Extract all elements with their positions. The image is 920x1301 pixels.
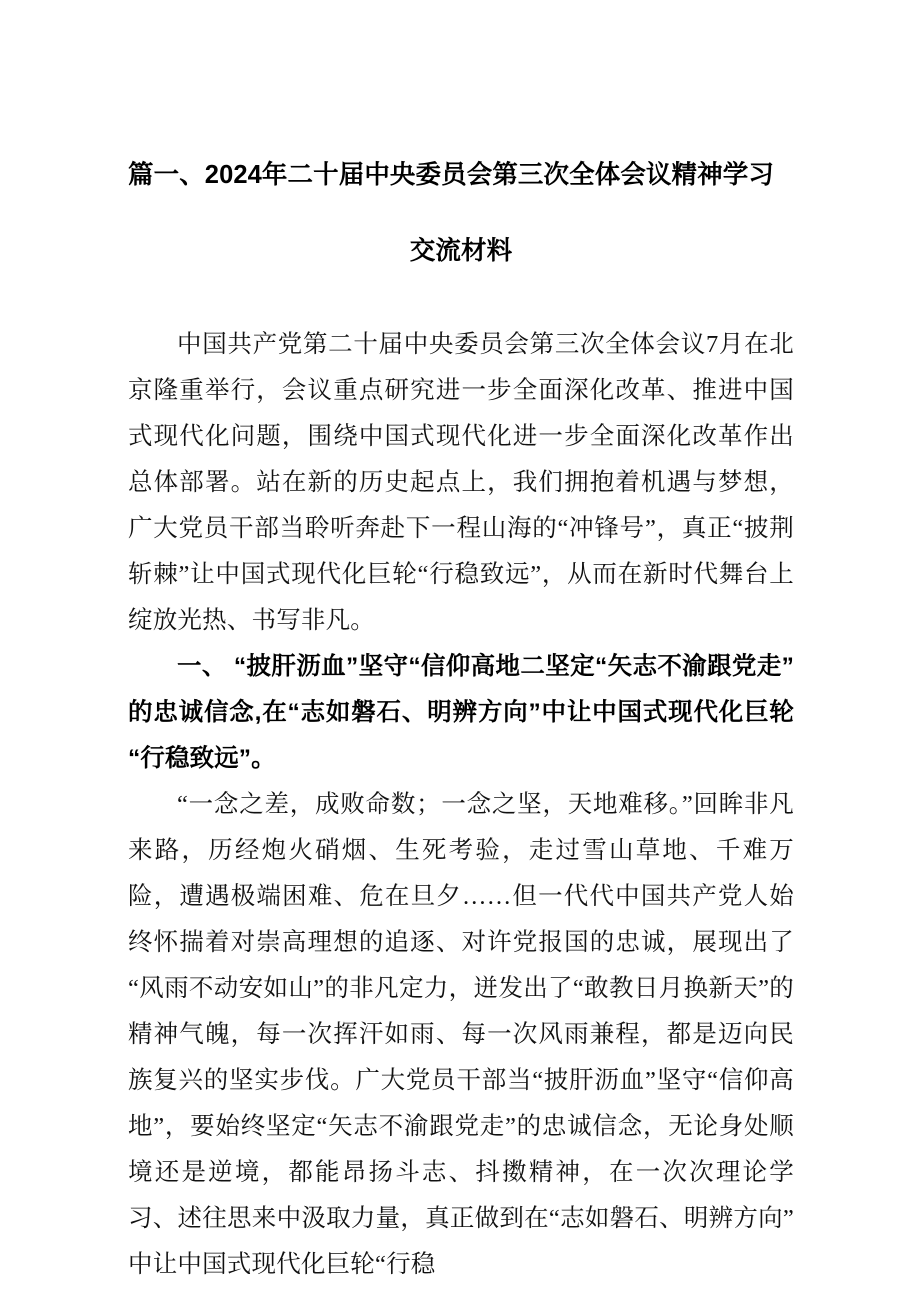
paragraph-section-one-body: “一念之差，成败命数；一念之坚，天地难移。”回眸非凡来路，历经炮火硝烟、生死考验，走过雪山草地、千难万险，遭遇极端困难、危在旦夕……但一代代中国共产党人始终怀揣着对崇高理想的追逐、对许党报国的忠诚，展现出了“风雨不动安如山”的非凡定力，迸发出了“敢教日月换新天”的精神气魄，每一次挥汗如雨、每一次风雨兼程，都是迈向民族复兴的坚实步伐。广大党员干部当“披肝沥血”坚守“信仰高地”，要始终坚定“矢志不渝跟党走”的忠诚信念，无论身处顺境还是逆境，都能昂扬斗志、抖擞精神，在一次次理论学习、述往思来中汲取力量，真正做到在“志如磐石、明辨方向”中让中国式现代化巨轮“行稳 — [128, 791, 794, 1278]
page-title-line-1: 篇一、2024年二十届中央委员会第三次全体会议精神学习 — [128, 161, 774, 189]
document-content-column — [128, 0, 794, 1288]
page-title-line-2: 交流材料 — [409, 237, 513, 265]
section-heading-one: 一、 “披肝沥血”坚守“信仰高地二坚定“矢志不渝跟党走”的忠诚信念,在“志如磐石、明辨方向”中让中国式现代化巨轮“行稳致远”。 — [128, 653, 794, 772]
page-title — [128, 0, 794, 274]
paragraph-intro: 中国共产党第二十届中央委员会第三次全体会议7月在北京隆重举行，会议重点研究进一步全面深化改革、推进中国式现代化问题，围绕中国式现代化进一步全面深化改革作出总体部署。站在新的历史起点上，我们拥抱着机遇与梦想，广大党员干部当聆听奔赴下一程山海的“冲锋号”，真正“披荆斩棘”让中国式现代化巨轮“行稳致远”，从而在新时代舞台上绽放光热、书写非凡。 — [128, 331, 794, 634]
